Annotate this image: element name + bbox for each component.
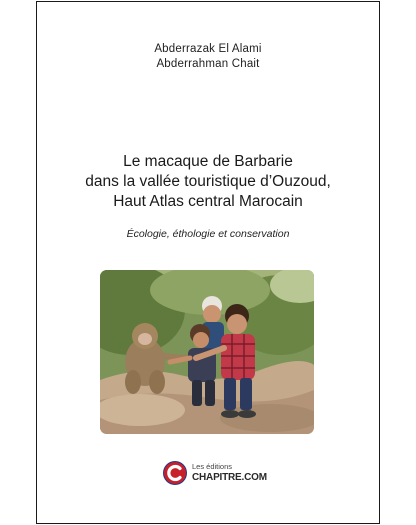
book-cover — [36, 1, 380, 524]
cover-photo-illustration — [100, 270, 314, 434]
authors — [37, 42, 379, 72]
book-subtitle: Écologie, éthologie et conservation — [126, 228, 290, 240]
cover-photo — [100, 270, 314, 434]
publisher-line-big: CHAPITRE.COM — [192, 472, 267, 483]
title-line-3: Haut Atlas central Marocain — [113, 193, 303, 210]
title-line-1: Le macaque de Barbarie — [123, 153, 293, 170]
publisher-line-small: Les éditions — [192, 462, 233, 471]
chapitre-c-logo-icon — [162, 460, 188, 486]
publisher-logo — [162, 458, 272, 490]
author-2: Abderrahman Chait — [156, 58, 260, 70]
book-title — [37, 152, 379, 212]
author-1: Abderrazak El Alami — [154, 43, 262, 55]
title-line-2: dans la vallée touristique d’Ouzoud, — [85, 173, 331, 190]
